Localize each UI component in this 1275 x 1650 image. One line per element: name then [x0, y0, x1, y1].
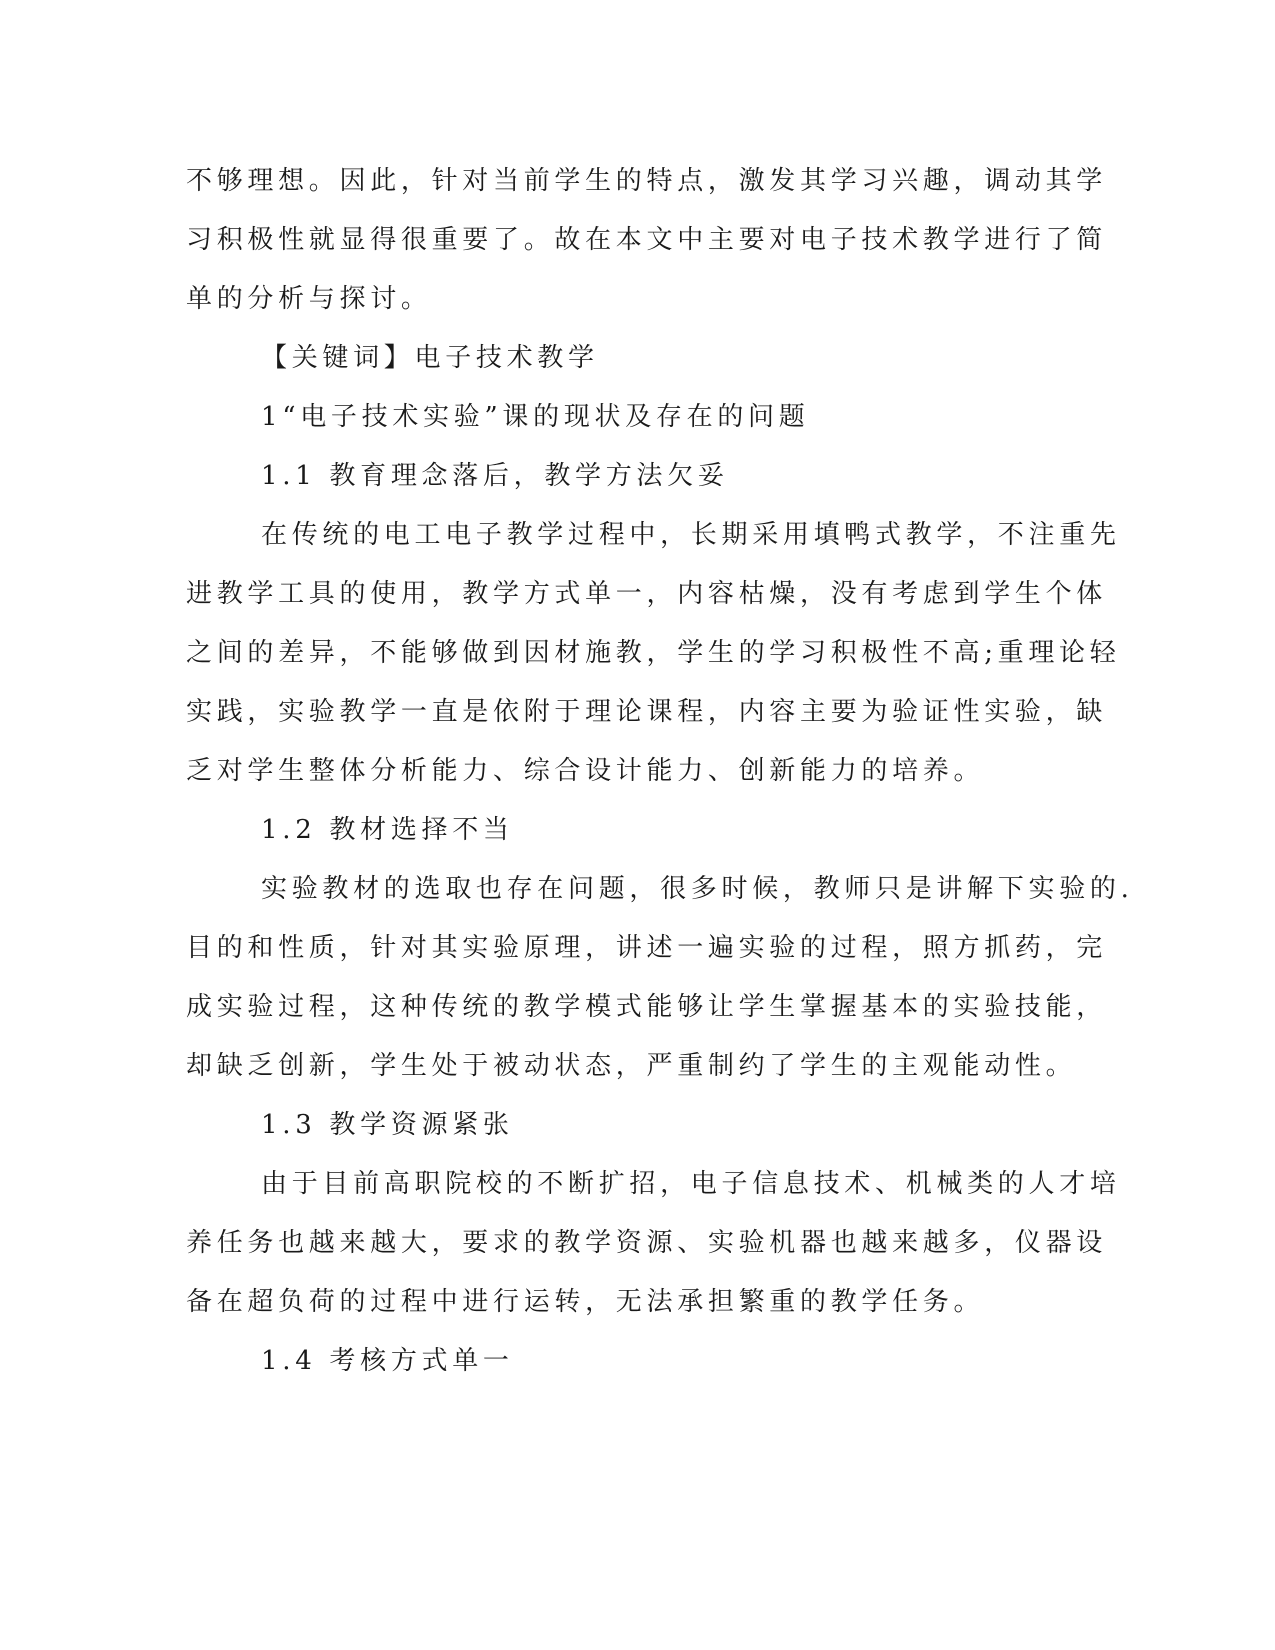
text-line: 目的和性质，针对其实验原理，讲述一遍实验的过程，照方抓药，完 [186, 933, 1108, 963]
text-line: 实验教材的选取也存在问题，很多时候，教师只是讲解下实验的. [261, 874, 1134, 904]
subsection-heading: 1.3 教学资源紧张 [261, 1110, 514, 1140]
text-line: 备在超负荷的过程中进行运转，无法承担繁重的教学任务。 [186, 1287, 985, 1317]
text-line: 由于目前高职院校的不断扩招，电子信息技术、机械类的人才培 [261, 1169, 1121, 1199]
text-line: 单的分析与探讨。 [186, 284, 432, 314]
subsection-heading: 1.2 教材选择不当 [261, 815, 514, 845]
text-line: 实践，实验教学一直是依附于理论课程，内容主要为验证性实验，缺 [186, 697, 1108, 727]
subsection-heading: 1.1 教育理念落后，教学方法欠妥 [261, 461, 729, 491]
text-line: 养任务也越来越大，要求的教学资源、实验机器也越来越多，仪器设 [186, 1228, 1108, 1258]
text-line: 成实验过程，这种传统的教学模式能够让学生掌握基本的实验技能， [186, 992, 1108, 1022]
section-heading: 1“电子技术实验”课的现状及存在的问题 [261, 402, 810, 432]
keywords-line: 【关键词】电子技术教学 [261, 343, 599, 373]
text-line: 习积极性就显得很重要了。故在本文中主要对电子技术教学进行了简 [186, 225, 1108, 255]
text-line: 之间的差异，不能够做到因材施教，学生的学习积极性不高;重理论轻 [186, 638, 1121, 668]
text-line: 在传统的电工电子教学过程中，长期采用填鸭式教学，不注重先 [261, 520, 1121, 550]
subsection-heading: 1.4 考核方式单一 [261, 1346, 514, 1376]
text-line: 却缺乏创新，学生处于被动状态，严重制约了学生的主观能动性。 [186, 1051, 1077, 1081]
text-line: 不够理想。因此，针对当前学生的特点，激发其学习兴趣，调动其学 [186, 166, 1108, 196]
text-line: 乏对学生整体分析能力、综合设计能力、创新能力的培养。 [186, 756, 985, 786]
text-line: 进教学工具的使用，教学方式单一，内容枯燥，没有考虑到学生个体 [186, 579, 1108, 609]
